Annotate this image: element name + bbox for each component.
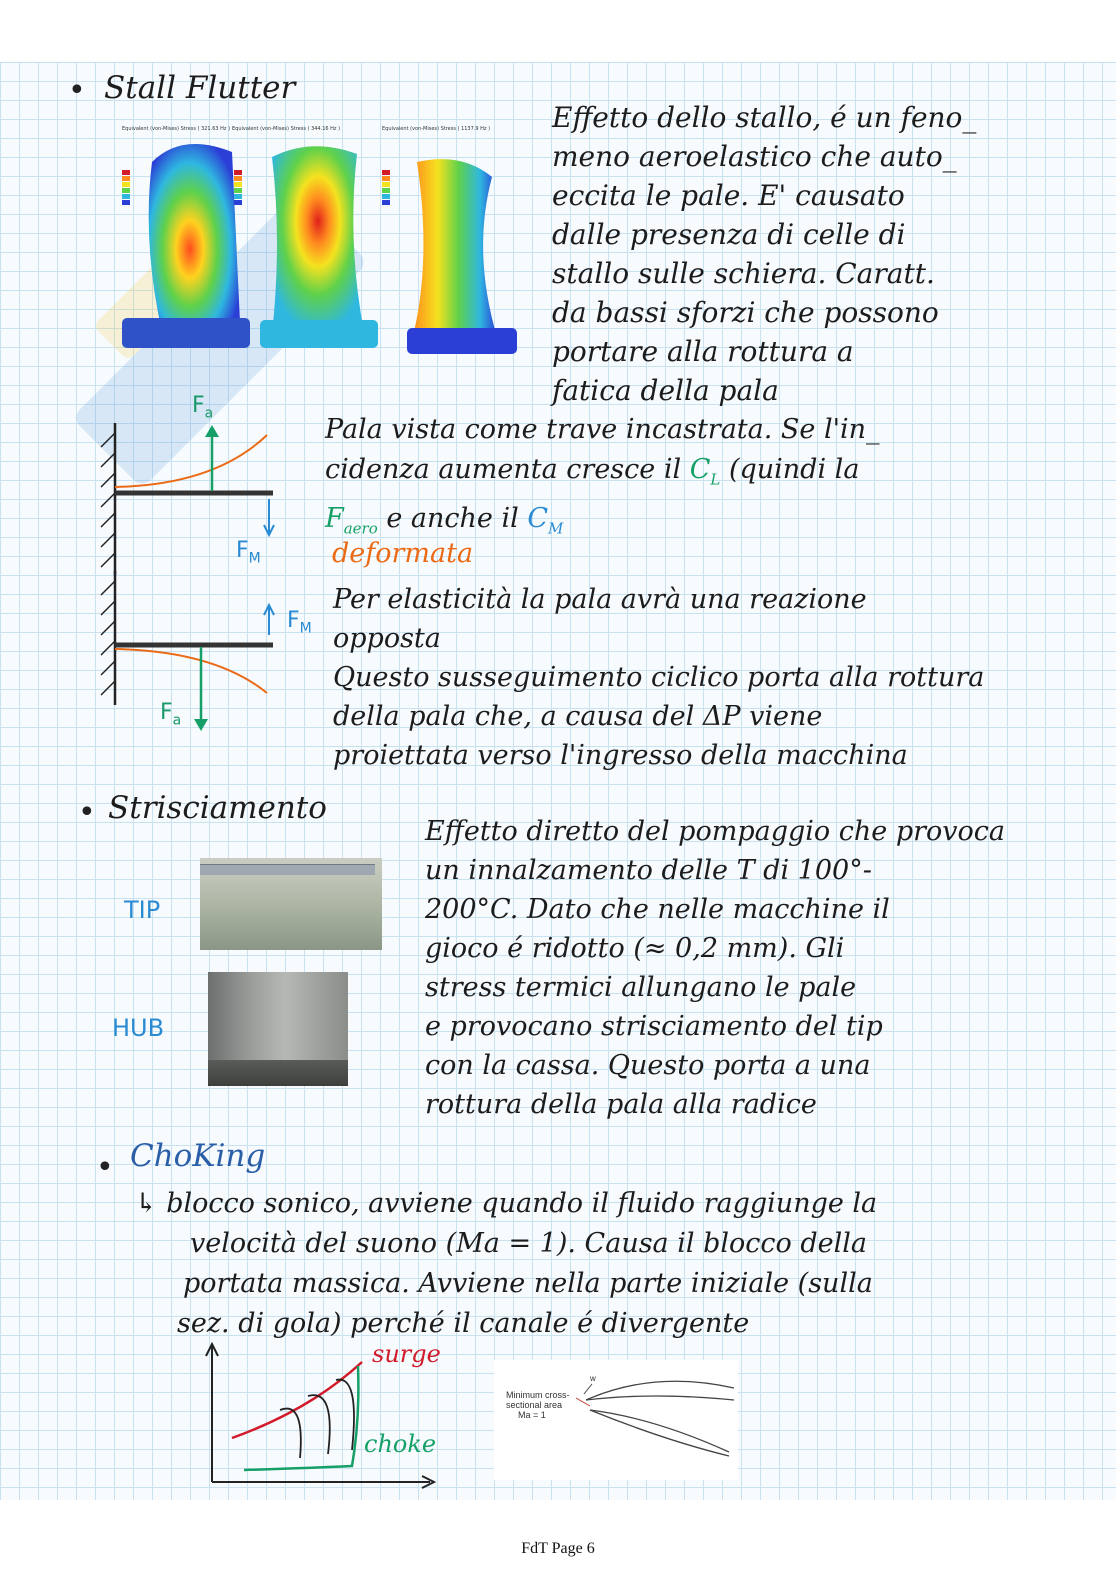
f-sub: aero xyxy=(343,519,378,538)
stall-desc-line: stallo sulle schiera. Caratt. xyxy=(552,257,935,290)
bullet-dot: • xyxy=(68,73,86,108)
stall-desc-line: portare alla rottura a xyxy=(552,335,854,368)
choking-line: ↳ blocco sonico, avviene quando il fluido raggiunge la xyxy=(135,1188,878,1219)
surge-line xyxy=(232,1362,362,1438)
blade-3-root xyxy=(407,328,517,354)
fea-blade-figure xyxy=(112,122,524,382)
label-fm-top-sub: M xyxy=(299,620,312,637)
striscia-line: Effetto diretto del pompaggio che provoca xyxy=(425,816,1005,847)
blade-1-root xyxy=(122,318,250,348)
label-fm-top xyxy=(287,608,312,636)
label-fm-bottom-sub: M xyxy=(248,550,261,567)
nozzle-caption-l2: sectional area xyxy=(506,1400,563,1410)
flow-arrow xyxy=(584,1384,592,1394)
fea-legend-title-2: Equivalent (von-Mises) Stress ( 344.16 Hz ) xyxy=(232,126,341,132)
deformed-shape-up xyxy=(115,435,267,487)
surge-label: surge xyxy=(372,1340,441,1368)
stall-desc-line: dalle presenza di celle di xyxy=(552,218,906,251)
reaction-line: Questo susseguimento ciclico porta alla rottura xyxy=(333,662,985,693)
bullet-dot: • xyxy=(78,795,96,830)
wall-hatching-bottom xyxy=(101,581,115,695)
label-fa-bottom-sub: a xyxy=(172,712,182,729)
choking-heading: ChoKing xyxy=(130,1138,266,1174)
reaction-line: della pala che, a causa del ΔP viene xyxy=(333,701,823,732)
beam-text-line-2 xyxy=(325,450,880,499)
cm-symbol xyxy=(527,503,564,538)
striscia-line: rottura della pala alla radice xyxy=(425,1089,817,1120)
nozzle-caption xyxy=(506,1390,570,1420)
reaction-text xyxy=(333,580,984,775)
striscia-line: e provocano strisciamento del tip xyxy=(425,1011,883,1042)
beam-text-line-3b: e anche il xyxy=(386,503,519,535)
tip-label: TIP xyxy=(124,896,161,924)
speed-line-3 xyxy=(336,1380,354,1450)
tip-photo xyxy=(200,858,382,950)
choking-line: velocità del suono (Ma = 1). Causa il blocco della xyxy=(190,1228,867,1259)
striscia-line: stress termici allungano le pale xyxy=(425,972,857,1003)
blade-1 xyxy=(149,144,240,335)
label-fa-top-text: F xyxy=(192,393,205,418)
hub-photo xyxy=(208,972,348,1086)
fea-legend-title-3: Equivalent (von-Mises) Stress ( 1137.9 Hz ) xyxy=(382,126,491,132)
page-footer: FdT Page 6 xyxy=(521,1540,595,1557)
reaction-line: Per elasticità la pala avrà una reazione xyxy=(333,584,867,615)
nozzle-sketch xyxy=(494,1360,738,1480)
choking-description xyxy=(135,1184,877,1344)
stall-flutter-heading: Stall Flutter xyxy=(104,70,296,106)
f-text: F xyxy=(325,503,344,535)
stall-flutter-description xyxy=(552,98,976,410)
strisciamento-heading: Strisciamento xyxy=(108,790,327,826)
nozzle-w-label: w xyxy=(590,1374,596,1383)
label-fm-bottom-text: F xyxy=(236,538,249,563)
choking-line: portata massica. Avviene nella parte iniziale (sulla xyxy=(183,1268,873,1299)
label-fa-top-sub: a xyxy=(204,405,214,422)
stall-desc-line: fatica della pala xyxy=(552,374,779,407)
beam-text-line-1: Pala vista come trave incastrata. Se l'in_ xyxy=(325,414,880,445)
cm-sub: M xyxy=(548,519,564,538)
strisciamento-description xyxy=(425,812,1005,1124)
beam-diagram xyxy=(95,395,335,745)
tip-casing-strip xyxy=(200,864,375,875)
label-fm-bottom xyxy=(236,538,261,566)
reaction-line: proiettata verso l'ingresso della macchina xyxy=(333,740,908,771)
stall-desc-line: Effetto dello stallo, é un feno_ xyxy=(552,101,977,134)
deformata-label: deformata xyxy=(332,538,474,569)
f-aero-symbol xyxy=(325,503,378,538)
hub-base xyxy=(208,1060,348,1086)
cl-symbol xyxy=(689,454,721,489)
choking-line: sez. di gola) perché il canale é divergente xyxy=(177,1308,750,1339)
label-fa-bottom-text: F xyxy=(160,700,173,725)
wall-hatching-top xyxy=(101,433,115,567)
striscia-line: 200°C. Dato che nelle macchine il xyxy=(425,894,890,925)
blade-lower-edge xyxy=(590,1410,729,1452)
bullet-dot: • xyxy=(96,1150,114,1185)
blade-2-root xyxy=(260,320,378,348)
label-fa-bottom xyxy=(160,700,181,728)
blade-3 xyxy=(412,159,497,340)
cl-sub: L xyxy=(710,470,721,489)
striscia-line: gioco é ridotto (≈ 0,2 mm). Gli xyxy=(425,933,845,964)
stall-desc-line: da bassi sforzi che possono xyxy=(552,296,939,329)
beam-text-line-2b: (quindi la xyxy=(728,454,860,485)
stall-desc-line: meno aeroelastico che auto_ xyxy=(552,140,957,173)
beam-text xyxy=(325,410,880,549)
cl-text: C xyxy=(689,454,711,485)
choke-line xyxy=(244,1366,358,1470)
label-fm-top-text: F xyxy=(287,608,300,633)
speed-line-2 xyxy=(308,1395,330,1454)
cm-text: C xyxy=(527,503,549,535)
striscia-line: un innalzamento delle T di 100°- xyxy=(425,855,872,886)
hub-label: HUB xyxy=(112,1014,165,1042)
nozzle-caption-l3: Ma = 1 xyxy=(518,1410,546,1420)
striscia-line: con la cassa. Questo porta a una xyxy=(425,1050,871,1081)
stall-desc-line: eccita le pale. E' causato xyxy=(552,179,905,212)
deformed-shape-down xyxy=(115,649,267,693)
nozzle-figure xyxy=(494,1360,738,1480)
choke-label: choke xyxy=(364,1430,437,1458)
label-fa-top xyxy=(192,393,213,421)
blade-2 xyxy=(272,146,364,334)
fea-legend-title-1: Equivalent (von-Mises) Stress ( 321.63 Hz ) xyxy=(122,126,231,132)
nozzle-caption-l1: Minimum cross- xyxy=(506,1390,570,1400)
beam-text-line-2a: cidenza aumenta cresce il xyxy=(325,454,682,485)
reaction-line: opposta xyxy=(333,623,441,654)
